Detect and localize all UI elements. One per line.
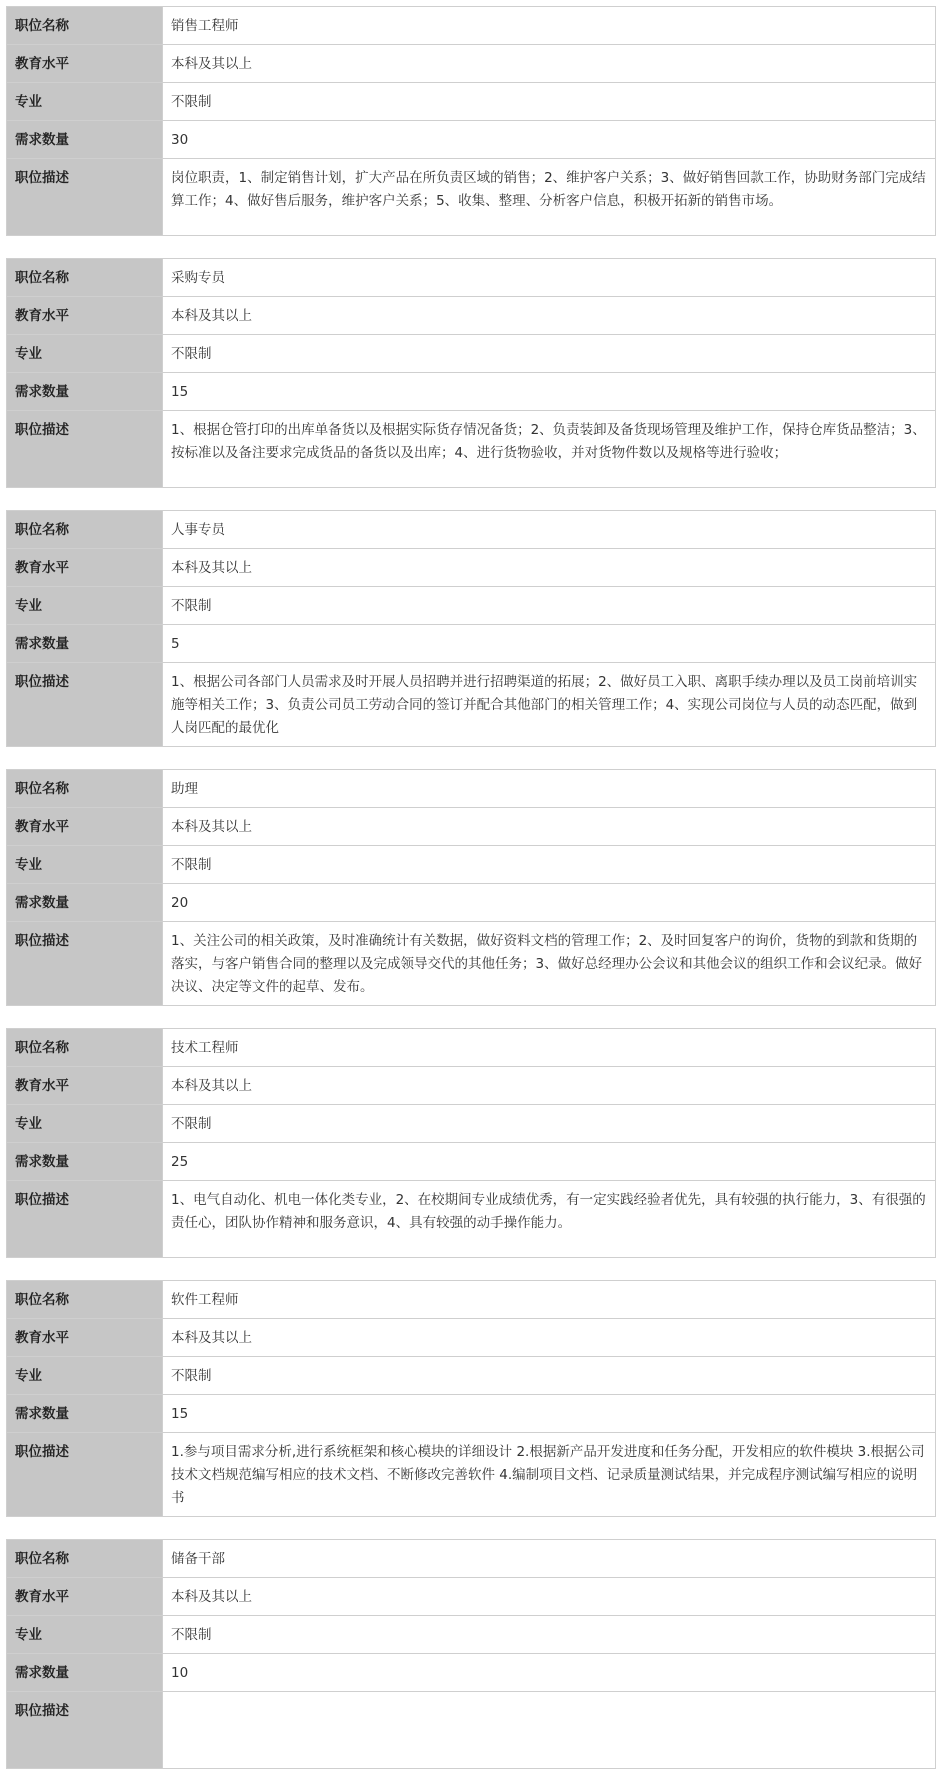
label-education: 教育水平 bbox=[7, 549, 163, 587]
row-major bbox=[7, 1357, 936, 1395]
label-count: 需求数量 bbox=[7, 121, 163, 159]
value-education: 本科及其以上 bbox=[163, 297, 936, 335]
label-count: 需求数量 bbox=[7, 884, 163, 922]
value-count: 15 bbox=[163, 373, 936, 411]
label-title: 职位名称 bbox=[7, 1281, 163, 1319]
label-education: 教育水平 bbox=[7, 1067, 163, 1105]
row-major bbox=[7, 846, 936, 884]
label-description: 职位描述 bbox=[7, 159, 163, 236]
row-description bbox=[7, 1692, 936, 1769]
value-count: 25 bbox=[163, 1143, 936, 1181]
label-title: 职位名称 bbox=[7, 511, 163, 549]
label-count: 需求数量 bbox=[7, 1654, 163, 1692]
value-major: 不限制 bbox=[163, 587, 936, 625]
value-description bbox=[163, 1692, 936, 1769]
value-education: 本科及其以上 bbox=[163, 1319, 936, 1357]
row-major bbox=[7, 335, 936, 373]
row-title bbox=[7, 1540, 936, 1578]
value-description: 1、关注公司的相关政策，及时准确统计有关数据，做好资料文档的管理工作；2、及时回复客户的询价，货物的到款和货期的落实，与客户销售合同的整理以及完成领导交代的其他任务；3、做好总经理办公会议和其他会议的组织工作和会议纪录。做好决议、决定等文件的起草、发布。 bbox=[163, 922, 936, 1006]
value-count: 20 bbox=[163, 884, 936, 922]
row-title bbox=[7, 259, 936, 297]
row-count bbox=[7, 625, 936, 663]
label-title: 职位名称 bbox=[7, 770, 163, 808]
row-major bbox=[7, 1105, 936, 1143]
value-description: 1、根据仓管打印的出库单备货以及根据实际货存情况备货；2、负责装卸及备货现场管理及维护工作，保持仓库货品整洁；3、按标准以及备注要求完成货品的备货以及出库；4、进行货物验收，并对货物件数以及规格等进行验收； bbox=[163, 411, 936, 488]
label-education: 教育水平 bbox=[7, 297, 163, 335]
value-education: 本科及其以上 bbox=[163, 808, 936, 846]
value-title: 采购专员 bbox=[163, 259, 936, 297]
value-major: 不限制 bbox=[163, 1105, 936, 1143]
label-description: 职位描述 bbox=[7, 663, 163, 747]
value-title: 技术工程师 bbox=[163, 1029, 936, 1067]
row-major bbox=[7, 1616, 936, 1654]
value-title: 软件工程师 bbox=[163, 1281, 936, 1319]
label-count: 需求数量 bbox=[7, 625, 163, 663]
row-description bbox=[7, 1433, 936, 1517]
value-title: 储备干部 bbox=[163, 1540, 936, 1578]
label-title: 职位名称 bbox=[7, 1029, 163, 1067]
row-count bbox=[7, 1143, 936, 1181]
value-description: 1、根据公司各部门人员需求及时开展人员招聘并进行招聘渠道的拓展；2、做好员工入职、离职手续办理以及员工岗前培训实施等相关工作；3、负责公司员工劳动合同的签订并配合其他部门的相关管理工作；4、实现公司岗位与人员的动态匹配，做到人岗匹配的最优化 bbox=[163, 663, 936, 747]
row-education bbox=[7, 549, 936, 587]
value-description: 1、电气自动化、机电一体化类专业，2、在校期间专业成绩优秀，有一定实践经验者优先，具有较强的执行能力，3、有很强的责任心，团队协作精神和服务意识，4、具有较强的动手操作能力。 bbox=[163, 1181, 936, 1258]
label-major: 专业 bbox=[7, 83, 163, 121]
job-table bbox=[6, 510, 936, 747]
row-description bbox=[7, 922, 936, 1006]
label-major: 专业 bbox=[7, 335, 163, 373]
row-education bbox=[7, 1067, 936, 1105]
label-description: 职位描述 bbox=[7, 1181, 163, 1258]
job-table bbox=[6, 6, 936, 236]
row-major bbox=[7, 587, 936, 625]
row-education bbox=[7, 1578, 936, 1616]
label-major: 专业 bbox=[7, 1616, 163, 1654]
row-title bbox=[7, 7, 936, 45]
row-description bbox=[7, 1181, 936, 1258]
label-count: 需求数量 bbox=[7, 1395, 163, 1433]
value-major: 不限制 bbox=[163, 83, 936, 121]
job-table bbox=[6, 1539, 936, 1769]
label-major: 专业 bbox=[7, 846, 163, 884]
label-title: 职位名称 bbox=[7, 1540, 163, 1578]
row-description bbox=[7, 159, 936, 236]
value-title: 助理 bbox=[163, 770, 936, 808]
row-count bbox=[7, 121, 936, 159]
value-major: 不限制 bbox=[163, 1616, 936, 1654]
label-description: 职位描述 bbox=[7, 922, 163, 1006]
label-major: 专业 bbox=[7, 1357, 163, 1395]
row-education bbox=[7, 297, 936, 335]
label-title: 职位名称 bbox=[7, 259, 163, 297]
label-major: 专业 bbox=[7, 587, 163, 625]
job-table bbox=[6, 1028, 936, 1258]
row-education bbox=[7, 1319, 936, 1357]
label-education: 教育水平 bbox=[7, 1319, 163, 1357]
row-title bbox=[7, 1029, 936, 1067]
label-description: 职位描述 bbox=[7, 411, 163, 488]
value-major: 不限制 bbox=[163, 335, 936, 373]
row-count bbox=[7, 884, 936, 922]
label-education: 教育水平 bbox=[7, 45, 163, 83]
value-major: 不限制 bbox=[163, 846, 936, 884]
job-table bbox=[6, 258, 936, 488]
row-count bbox=[7, 373, 936, 411]
label-description: 职位描述 bbox=[7, 1433, 163, 1517]
value-count: 5 bbox=[163, 625, 936, 663]
value-education: 本科及其以上 bbox=[163, 45, 936, 83]
label-education: 教育水平 bbox=[7, 808, 163, 846]
row-education bbox=[7, 808, 936, 846]
label-count: 需求数量 bbox=[7, 1143, 163, 1181]
value-count: 10 bbox=[163, 1654, 936, 1692]
job-listings bbox=[6, 6, 936, 1791]
value-education: 本科及其以上 bbox=[163, 549, 936, 587]
label-description: 职位描述 bbox=[7, 1692, 163, 1769]
value-education: 本科及其以上 bbox=[163, 1067, 936, 1105]
value-title: 人事专员 bbox=[163, 511, 936, 549]
value-description: 岗位职责，1、制定销售计划，扩大产品在所负责区域的销售；2、维护客户关系；3、做好销售回款工作，协助财务部门完成结算工作；4、做好售后服务，维护客户关系；5、收集、整理、分析客户信息，积极开拓新的销售市场。 bbox=[163, 159, 936, 236]
label-title: 职位名称 bbox=[7, 7, 163, 45]
row-major bbox=[7, 83, 936, 121]
row-description bbox=[7, 663, 936, 747]
row-description bbox=[7, 411, 936, 488]
row-title bbox=[7, 1281, 936, 1319]
value-education: 本科及其以上 bbox=[163, 1578, 936, 1616]
row-title bbox=[7, 770, 936, 808]
row-count bbox=[7, 1654, 936, 1692]
row-education bbox=[7, 45, 936, 83]
row-count bbox=[7, 1395, 936, 1433]
value-count: 30 bbox=[163, 121, 936, 159]
label-count: 需求数量 bbox=[7, 373, 163, 411]
value-count: 15 bbox=[163, 1395, 936, 1433]
job-table bbox=[6, 1280, 936, 1517]
value-title: 销售工程师 bbox=[163, 7, 936, 45]
label-education: 教育水平 bbox=[7, 1578, 163, 1616]
row-title bbox=[7, 511, 936, 549]
value-major: 不限制 bbox=[163, 1357, 936, 1395]
value-description: 1.参与项目需求分析,进行系统框架和核心模块的详细设计 2.根据新产品开发进度和任务分配，开发相应的软件模块 3.根据公司技术文档规范编写相应的技术文档、不断修改完善软件 4.编制项目文档、记录质量测试结果，并完成程序测试编写相应的说明书 bbox=[163, 1433, 936, 1517]
job-table bbox=[6, 769, 936, 1006]
label-major: 专业 bbox=[7, 1105, 163, 1143]
